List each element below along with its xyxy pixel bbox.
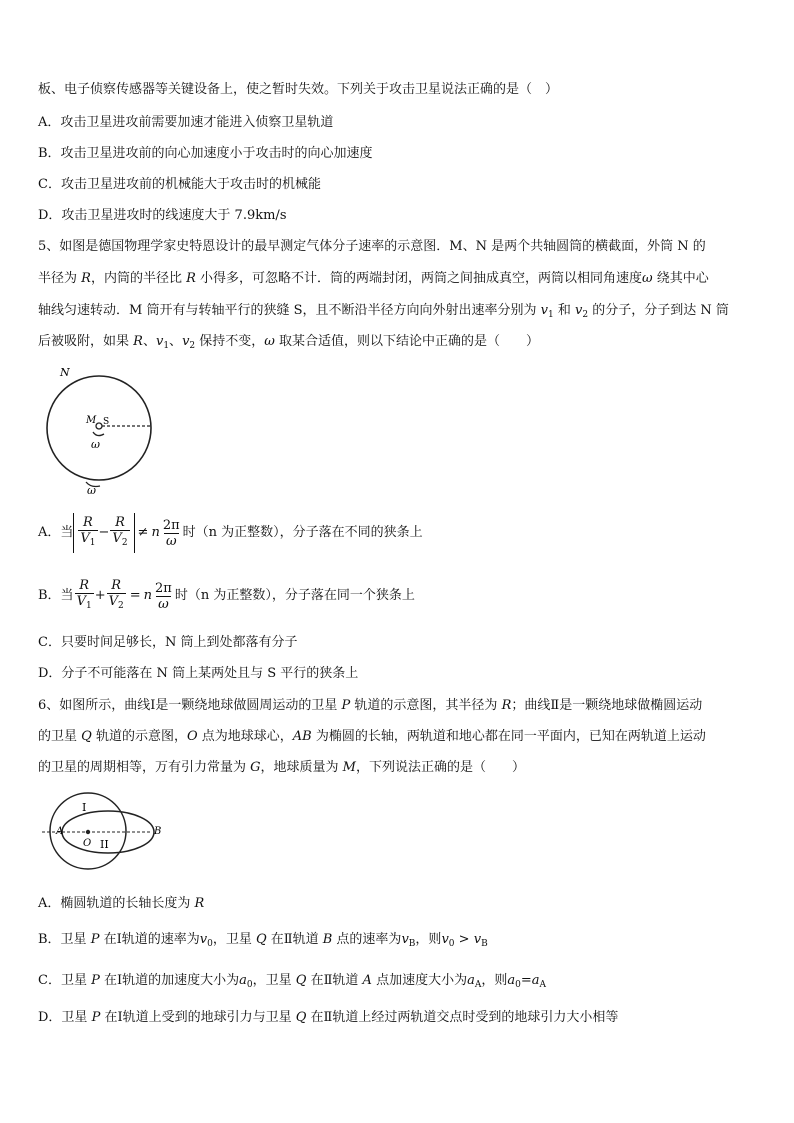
earth-center-dot [86,830,90,834]
q4-option-a: A．攻击卫星进攻前需要加速才能进入侦察卫星轨道 [38,115,334,130]
q5-cylinder-figure [42,362,167,497]
label-point-o: O [83,838,92,849]
label-point-a: A [56,826,64,837]
outer-omega-label: ω [87,484,96,497]
label-orbit-i: I [82,801,87,814]
label-point-b: B [154,826,162,837]
q4-option-b: B．攻击卫星进攻前的向心加速度小于攻击时的向心加速度 [38,146,373,161]
q6-orbit-figure [38,788,168,870]
q6-stem-line1: 6、如图所示，曲线Ⅰ是一颗绕地球做圆周运动的卫星 P 轨道的示意图，其半径为 R；曲线Ⅱ是一颗绕地球做椭圆运动 [38,698,703,713]
label-n: N [60,366,70,379]
q5-option-a: A．当 $\frac{R}{V_1}$ − $\frac{R}{V_2}$ ≠ n $\frac{2\pi}{\omega}$ 时（n 为正整数），分子落在不同的狭条上 [38,512,423,554]
q5-stem-line4: 后被吸附，如果 R、$v_1$、$v_2$ 保持不变，ω 取某合适值，则以下结论中正确的是（ ） [38,334,540,351]
q4-stem-tail: 板、电子侦察传感器等关键设备上，使之暂时失效。下列关于攻击卫星说法正确的是（ ） [38,82,559,97]
q6-option-c: C．卫星 P 在Ⅰ轨道的加速度大小为$a_0$，卫星 Q 在Ⅱ轨道 A 点加速度大小为$a_A$，则$a_0=a_A$ [38,973,547,990]
q6-stem-line3: 的卫星的周期相等，万有引力常量为 G，地球质量为 M，下列说法正确的是（ ） [38,760,525,775]
q5-stem-line2: 半径为 R，内筒的半径比 R 小得多，可忽略不计．筒的两端封闭，两筒之间抽成真空，两筒以相同角速度ω 绕其中心 [38,271,709,286]
q4-option-c: C．攻击卫星进攻前的机械能大于攻击时的机械能 [38,177,321,192]
abs-expression: $\frac{R}{V_1}$ − $\frac{R}{V_2}$ [73,513,134,553]
inner-omega-label: ω [91,438,100,451]
label-m: M [86,415,97,426]
q5-stem-line1: 5、如图是德国物理学家史特恩设计的最早测定气体分子速率的示意图．M、N 是两个共轴圆筒的横截面，外筒 N 的 [38,239,706,254]
q4-option-d: D．攻击卫星进攻时的线速度大于 7.9km/s [38,208,287,223]
q5-stem-line3: 轴线匀速转动．M 筒开有与转轴平行的狭缝 S，且不断沿半径方向向外射出速率分别为 $v_1$ 和 $v_2$ 的分子，分子到达 N 筒 [38,303,729,320]
q6-stem-line2: 的卫星 Q 轨道的示意图，O 点为地球球心，AB 为椭圆的长轴，两轨道和地心都在同一平面内，已知在两轨道上运动 [38,729,706,744]
q6-option-b: B．卫星 P 在Ⅰ轨道的速率为$v_0$，卫星 Q 在Ⅱ轨道 B 点的速率为$v_B$，则$v_0 > v_B$ [38,932,488,949]
q6-option-a: A．椭圆轨道的长轴长度为 R [38,896,205,911]
outer-cylinder-n [47,376,151,480]
q5-option-c: C．只要时间足够长，N 筒上到处都落有分子 [38,635,298,650]
label-s: S [103,417,110,427]
label-orbit-ii: II [100,838,109,851]
inner-cylinder-m [96,423,102,429]
q5-option-d: D．分子不可能落在 N 筒上某两处且与 S 平行的狭条上 [38,666,359,681]
q6-option-d: D．卫星 P 在Ⅰ轨道上受到的地球引力与卫星 Q 在Ⅱ轨道上经过两轨道交点时受到的地球引力大小相等 [38,1010,619,1025]
q5-option-b: B．当 $\frac{R}{V_1}$ + $\frac{R}{V_2}$ = n $\frac{2\pi}{\omega}$ 时（n 为正整数），分子落在同一个狭条上 [38,576,415,616]
inner-rotation-arrow-icon [93,432,104,436]
